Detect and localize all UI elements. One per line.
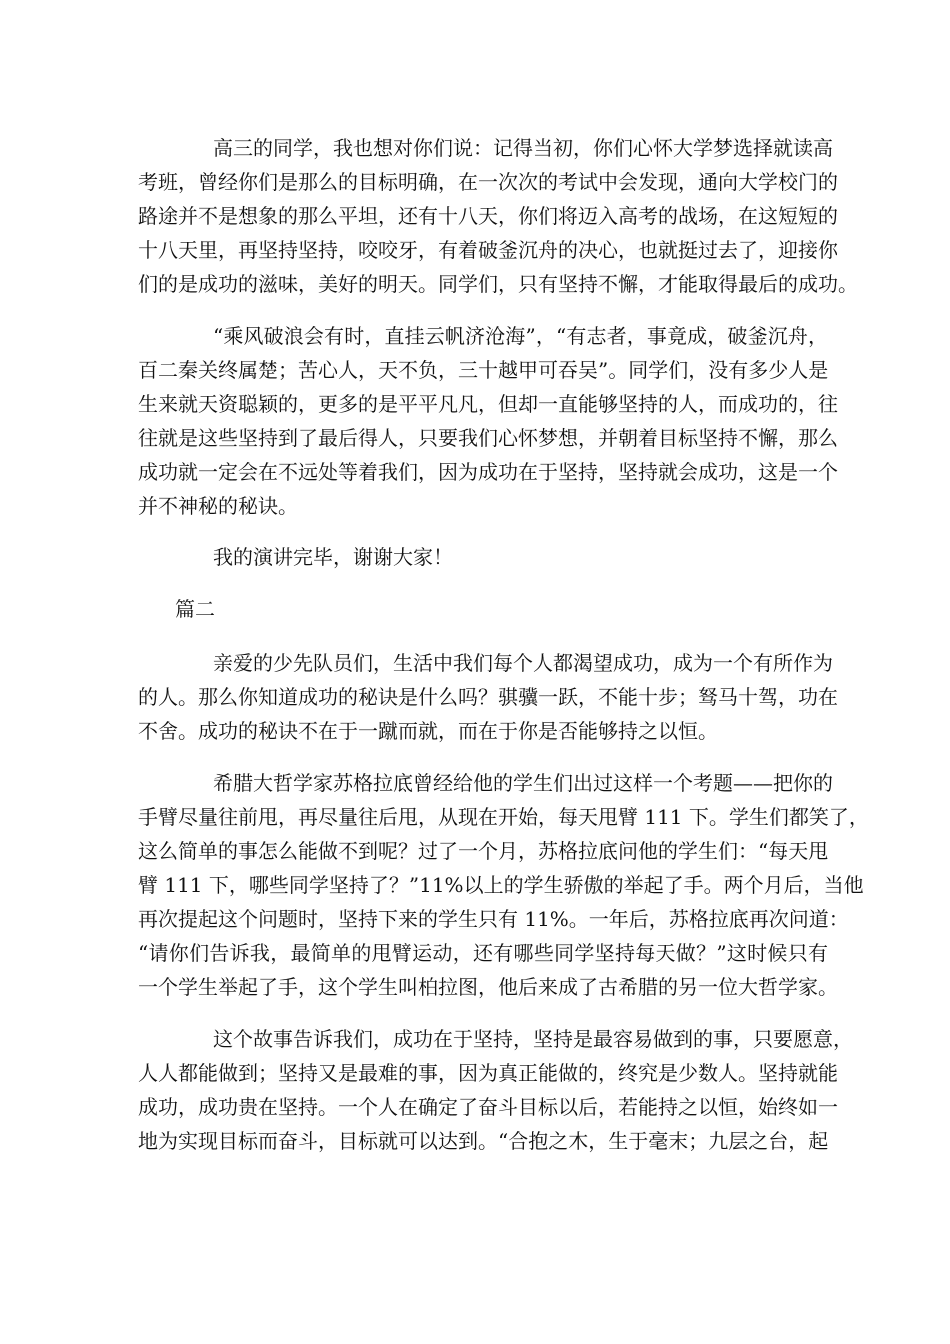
paragraph-5-line-4: 臂 111 下，哪些同学坚持了？”11%以上的学生骄傲的举起了手。两个月后，当他 [138,873,864,897]
paragraph-4-line-1: 亲爱的少先队员们，生活中我们每个人都渴望成功，成为一个有所作为 [213,651,833,675]
paragraph-1-line-5: 们的是成功的滋味，美好的明天。同学们，只有坚持不懈，才能取得最后的成功。 [138,272,858,296]
paragraph-3-line-1: 我的演讲完毕，谢谢大家！ [213,545,453,569]
paragraph-4-line-2: 的人。那么你知道成功的秘诀是什么吗？骐骥一跃，不能十步；驽马十驾，功在 [138,685,838,709]
paragraph-6-line-3: 成功，成功贵在坚持。一个人在确定了奋斗目标以后，若能持之以恒，始终如一 [138,1095,838,1119]
paragraph-6-line-4: 地为实现目标而奋斗，目标就可以达到。“合抱之木，生于毫末；九层之台，起 [138,1129,829,1153]
paragraph-2-line-3: 生来就天资聪颖的，更多的是平平凡凡，但却一直能够坚持的人，而成功的，往 [138,392,838,416]
paragraph-5-line-7: 一个学生举起了手，这个学生叫柏拉图，他后来成了古希腊的另一位大哲学家。 [138,975,838,999]
paragraph-1-line-2: 考班，曾经你们是那么的目标明确，在一次次的考试中会发现，通向大学校门的 [138,170,838,194]
paragraph-6-line-1: 这个故事告诉我们，成功在于坚持，坚持是最容易做到的事，只要愿意， [213,1027,853,1051]
section-heading: 篇二 [175,597,215,621]
paragraph-1-line-3: 路途并不是想象的那么平坦，还有十八天，你们将迈入高考的战场，在这短短的 [138,204,838,228]
paragraph-4-line-3: 不舍。成功的秘诀不在于一蹴而就，而在于你是否能够持之以恒。 [138,719,718,743]
paragraph-2-line-4: 往就是这些坚持到了最后得人，只要我们心怀梦想，并朝着目标坚持不懈，那么 [138,426,838,450]
paragraph-5-line-2: 手臂尽量往前甩，再尽量往后甩，从现在开始，每天甩臂 111 下。学生们都笑了， [138,805,869,829]
paragraph-2-line-2: 百二秦关终属楚；苦心人，天不负，三十越甲可吞吴”。同学们，没有多少人是 [138,358,829,382]
paragraph-2-line-1: “乘风破浪会有时，直挂云帆济沧海”，“有志者，事竟成，破釜沉舟， [213,324,828,348]
paragraph-5-line-1: 希腊大哲学家苏格拉底曾经给他的学生们出过这样一个考题——把你的 [213,771,833,795]
paragraph-5-line-3: 这么简单的事怎么能做不到呢？过了一个月，苏格拉底问他的学生们：“每天甩 [138,839,829,863]
paragraph-1-line-1: 高三的同学，我也想对你们说：记得当初，你们心怀大学梦选择就读高 [213,136,833,160]
paragraph-2-line-5: 成功就一定会在不远处等着我们，因为成功在于坚持，坚持就会成功，这是一个 [138,460,838,484]
paragraph-1-line-4: 十八天里，再坚持坚持，咬咬牙，有着破釜沉舟的决心，也就挺过去了，迎接你 [138,238,838,262]
paragraph-5-line-6: “请你们告诉我，最简单的甩臂运动，还有哪些同学坚持每天做？”这时候只有 [138,941,828,965]
paragraph-2-line-6: 并不神秘的秘诀。 [138,494,298,518]
paragraph-6-line-2: 人人都能做到；坚持又是最难的事，因为真正能做的，终究是少数人。坚持就能 [138,1061,838,1085]
paragraph-5-line-5: 再次提起这个问题时，坚持下来的学生只有 11%。一年后，苏格拉底再次问道： [138,907,849,931]
